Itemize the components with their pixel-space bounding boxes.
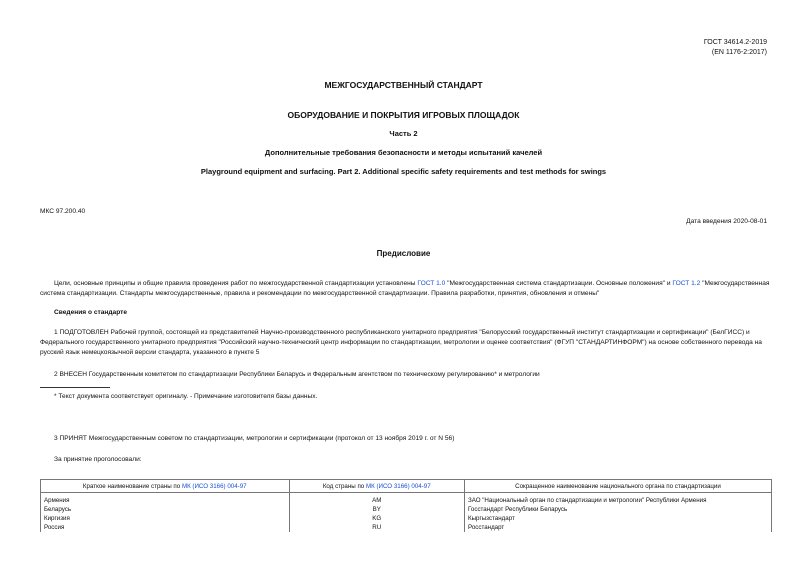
paragraph-text: "Межгосударственная система стандартизации. Основные положения" и <box>445 280 673 287</box>
gost-1-0-link[interactable]: ГОСТ 1.0 <box>417 280 446 287</box>
col-country-header <box>41 480 290 493</box>
table-row <box>41 523 772 532</box>
part-label: Часть 2 <box>389 129 418 138</box>
paragraph-text: Цели, основные принципы и общие правила проведения работ по межгосударственной стандартизации установлены <box>54 280 418 287</box>
code-cell: KG <box>289 514 464 523</box>
body-cell: Кыргызстандарт <box>464 514 771 523</box>
body-cell: ЗАО "Национальный орган по стандартизации и метрологии" Республики Армения <box>464 493 771 506</box>
voted-label: За принятие проголосовали: <box>54 456 142 463</box>
info-heading: Сведения о стандарте <box>54 309 128 316</box>
gost-1-2-link[interactable]: ГОСТ 1.2 <box>672 280 701 287</box>
english-title: Playground equipment and surfacing. Part 2. Additional specific safety requirements and test methods for swings <box>200 167 607 176</box>
country-cell: Армения <box>41 493 290 506</box>
standard-type: МЕЖГОСУДАРСТВЕННЫЙ СТАНДАРТ <box>324 80 483 90</box>
document-code <box>704 38 767 58</box>
mks-code: МКС 97.200.40 <box>40 208 86 215</box>
item-2-submitted: 2 ВНЕСЕН Государственным комитетом по стандартизации Республики Беларусь и Федеральным агентством по техническому регулированию* и метрологии <box>54 371 540 378</box>
foreword-heading: Предисловие <box>376 249 431 258</box>
country-cell: Беларусь <box>41 505 290 514</box>
table-row <box>41 505 772 514</box>
code-cell: RU <box>289 523 464 532</box>
footnote-divider <box>40 387 110 388</box>
paragraph-text: "Межгосударственная система стандартизации. Стандарты межгосударственные, правила и рекомендации по межгосударственной стандартизации. Правила разработки, принятия, обновления и отмены" <box>40 280 770 297</box>
country-cell: Россия <box>41 523 290 532</box>
item-1-prepared: 1 ПОДГОТОВЛЕН Рабочей группой, состоящей из представителей Научно-производственного республиканского унитарного предприятия "Белорусский государственный институт стандартизации и сертификации" (БелГИСС) и Федерального государственного унитарного предприятия "Российский научно-технический центр информации по стандартизации, метрологии и оценке соответствия" (ФГУП "СТАНДАРТИНФОРМ") на основе собственного перевода на русский язык немецкоязычной версии стандарта, указанного в пункте 5 <box>40 329 762 356</box>
table-header-row <box>41 480 772 493</box>
mk-iso-link[interactable]: МК (ИСО 3166) 004-97 <box>365 482 431 490</box>
item-3-adopted: 3 ПРИНЯТ Межгосударственным советом по стандартизации, метрологии и сертификации (протокол от 13 ноября 2019 г. от N 56) <box>54 435 455 442</box>
body-cell: Госстандарт Республики Беларусь <box>464 505 771 514</box>
header-text: Код страны по <box>322 482 366 490</box>
code-cell: AM <box>289 493 464 506</box>
table-row <box>41 514 772 523</box>
foreword-paragraph <box>40 279 770 299</box>
doc-code: ГОСТ 34614.2-2019 <box>703 39 767 46</box>
table-row <box>41 493 772 506</box>
mk-iso-link[interactable]: МК (ИСО 3166) 004-97 <box>181 482 247 490</box>
body-cell: Росстандарт <box>464 523 771 532</box>
en-code: (EN 1176-2:2017) <box>711 49 767 56</box>
header-text: Краткое наименование страны по <box>82 482 182 490</box>
main-title: ОБОРУДОВАНИЕ И ПОКРЫТИЯ ИГРОВЫХ ПЛОЩАДОК <box>287 110 520 120</box>
code-cell: BY <box>289 505 464 514</box>
voting-countries-table <box>40 479 772 532</box>
col-code-header <box>289 480 464 493</box>
col-body-header: Сокращенное наименование национального органа по стандартизации <box>464 480 771 493</box>
country-cell: Киргизия <box>41 514 290 523</box>
subtitle: Дополнительные требования безопасности и методы испытаний качелей <box>264 148 543 157</box>
intro-date: Дата введения 2020-08-01 <box>686 218 767 225</box>
footnote: * Текст документа соответствует оригиналу. - Примечание изготовителя базы данных. <box>54 393 318 400</box>
